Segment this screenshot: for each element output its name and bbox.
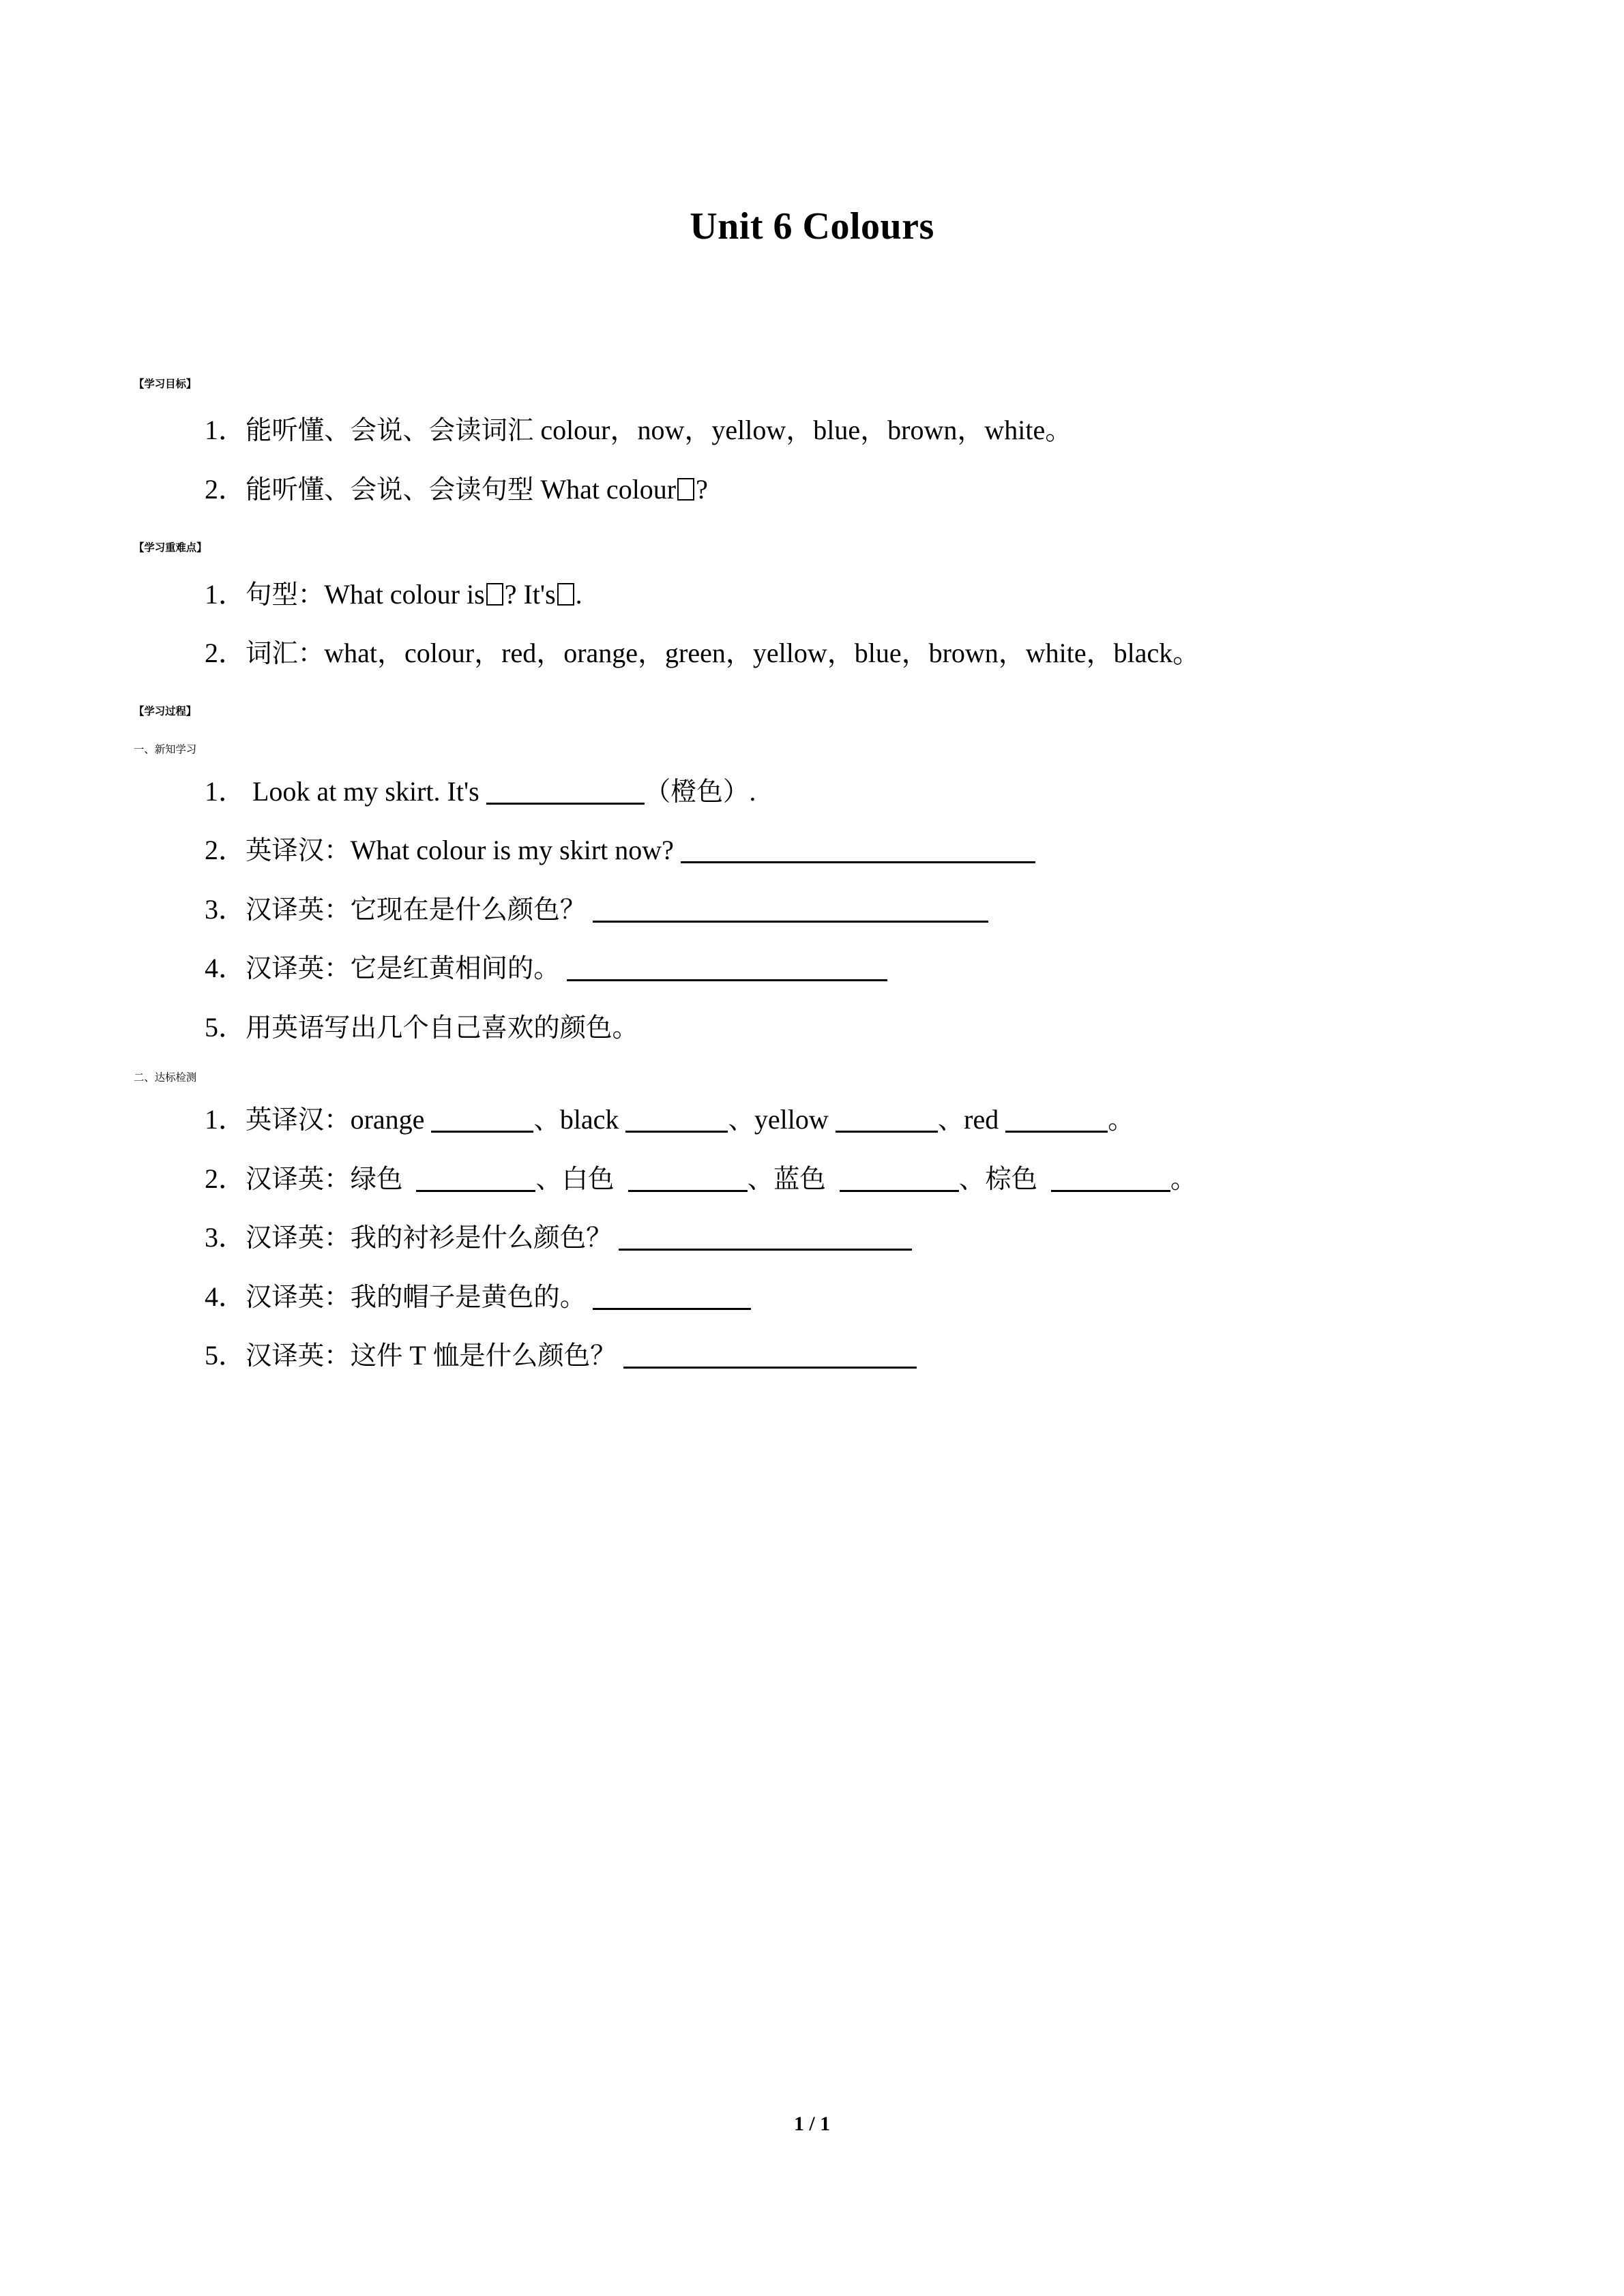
- item-number: 1．: [205, 578, 246, 610]
- item-text-latin: T: [409, 1340, 426, 1371]
- spacer: [134, 717, 1491, 745]
- answer-blank[interactable]: [486, 785, 645, 805]
- answer-blank[interactable]: [1005, 1113, 1108, 1133]
- spacer: [134, 503, 1491, 543]
- item-number: 2．: [205, 1163, 246, 1194]
- item-number: 1．: [205, 415, 246, 446]
- item-text-cjk: 汉译英：我的帽子是黄色的。: [246, 1281, 587, 1313]
- spacer: [134, 983, 1491, 1014]
- item-label-cjk: 词汇：: [246, 638, 325, 669]
- answer-blank[interactable]: [431, 1113, 533, 1133]
- objective-item-2: [134, 473, 1491, 505]
- assessment-item-3: [134, 1222, 1491, 1254]
- item-number: 4．: [205, 953, 246, 984]
- item-text-cjk: 汉译英：我的衬衫是什么颜色？: [246, 1223, 612, 1254]
- spacer: [134, 445, 1491, 476]
- item-number: 2．: [205, 835, 246, 866]
- item-text-cjk: 能听懂、会说、会读句型: [246, 474, 534, 505]
- item-number: 2．: [205, 473, 246, 505]
- item-hint-cjk: （橙色）: [644, 777, 750, 808]
- separator: 、: [535, 1163, 562, 1195]
- item-text-cjk: 能听懂、会说、会读词汇: [246, 415, 534, 447]
- spacer: [134, 608, 1491, 640]
- item-text-latin: colour，now，yellow，blue，brown，white。: [540, 415, 1073, 446]
- item-text-latin-end: ?: [696, 473, 708, 505]
- item-text-latin: What colour: [540, 473, 677, 505]
- item-text-latin: what，colour，red，orange，green，yellow，blue，brown，white，black。: [324, 637, 1200, 668]
- spacer: [134, 1041, 1491, 1073]
- item-number: 3．: [205, 1222, 246, 1253]
- word-black: black: [559, 1104, 619, 1135]
- spacer: [134, 865, 1491, 896]
- item-text-latin-1: What colour is: [324, 578, 485, 610]
- word-orange: orange: [350, 1104, 425, 1135]
- spacer: [134, 1134, 1491, 1165]
- item-number: 1．: [205, 776, 246, 807]
- word-green: 绿色: [350, 1163, 403, 1195]
- item-text-latin-3: .: [575, 578, 582, 610]
- missing-glyph-box-icon: [677, 478, 694, 501]
- item-number: 5．: [205, 1340, 246, 1371]
- objective-item-1: [134, 415, 1491, 447]
- item-label-cjk: 英译汉：: [246, 835, 351, 867]
- item-label-cjk: 英译汉：: [246, 1105, 351, 1136]
- assessment-item-1: [134, 1104, 1491, 1136]
- answer-blank[interactable]: [416, 1172, 535, 1192]
- item-end: 。: [1170, 1163, 1197, 1195]
- section-heading-process: 【学习过程】: [134, 705, 197, 718]
- subsection-heading-new-knowledge: 一、新知学习: [134, 743, 197, 756]
- new-knowledge-item-2: [134, 835, 1491, 867]
- answer-blank[interactable]: [619, 1231, 912, 1251]
- section-heading-objectives: 【学习目标】: [134, 378, 197, 390]
- item-text-end: .: [749, 776, 756, 807]
- separator: 、: [533, 1105, 560, 1136]
- separator: 、: [958, 1163, 986, 1195]
- assessment-item-2: [134, 1165, 1491, 1193]
- footer-page-number: 1 / 1: [793, 2113, 831, 2135]
- answer-blank[interactable]: [1051, 1172, 1170, 1192]
- item-number: 5．: [205, 1011, 246, 1043]
- item-number: 1．: [205, 1104, 246, 1135]
- word-white: 白色: [561, 1163, 615, 1195]
- spacer: [134, 389, 1491, 417]
- separator: 、: [937, 1105, 964, 1136]
- spacer: [134, 554, 1491, 581]
- key-point-item-1: [134, 578, 1491, 610]
- item-number: 2．: [205, 637, 246, 668]
- spacer: [134, 1252, 1491, 1283]
- item-number: 3．: [205, 893, 246, 925]
- spacer: [134, 1311, 1491, 1342]
- answer-blank[interactable]: [836, 1113, 938, 1133]
- item-text-cjk: 汉译英：它现在是什么颜色？: [246, 894, 587, 925]
- item-text-latin: Look at my skirt. It's: [252, 776, 479, 807]
- key-point-item-2: [134, 637, 1491, 669]
- assessment-item-5: [134, 1340, 1491, 1372]
- word-yellow: yellow: [754, 1104, 829, 1135]
- new-knowledge-item-5: [134, 1011, 1491, 1043]
- item-end: 。: [1108, 1105, 1134, 1136]
- spacer: [134, 1083, 1491, 1106]
- section-heading-key-points: 【学习重难点】: [134, 541, 207, 554]
- answer-blank[interactable]: [628, 1172, 748, 1192]
- spacer: [134, 1193, 1491, 1224]
- answer-blank[interactable]: [593, 903, 988, 923]
- answer-blank[interactable]: [681, 844, 1035, 863]
- new-knowledge-item-3: [134, 893, 1491, 925]
- item-text-latin: What colour is my skirt now?: [350, 835, 674, 866]
- item-text-cjk: 汉译英：这件: [246, 1341, 403, 1372]
- answer-blank[interactable]: [840, 1172, 959, 1192]
- word-blue: 蓝色: [773, 1163, 826, 1195]
- item-number: 4．: [205, 1281, 246, 1312]
- separator: 、: [728, 1105, 754, 1136]
- missing-glyph-box-icon: [486, 583, 503, 606]
- spacer: [134, 923, 1491, 955]
- item-text-cjk-tail: 恤是什么颜色？: [432, 1341, 617, 1372]
- answer-blank[interactable]: [625, 1113, 728, 1133]
- word-brown: 棕色: [985, 1163, 1037, 1195]
- answer-blank[interactable]: [593, 1290, 751, 1310]
- item-text-latin-2: ? It's: [504, 578, 556, 610]
- answer-blank[interactable]: [567, 961, 887, 981]
- separator: 、: [747, 1163, 773, 1195]
- item-text-cjk: 用英语写出几个自己喜欢的颜色。: [246, 1012, 638, 1043]
- assessment-item-4: [134, 1283, 1491, 1311]
- spacer: [134, 667, 1491, 706]
- subsection-heading-assessment: 二、达标检测: [134, 1071, 197, 1084]
- item-label-cjk: 汉译英：: [246, 1163, 351, 1195]
- item-label-cjk: 句型：: [246, 579, 325, 610]
- new-knowledge-item-1: [134, 776, 1491, 808]
- new-knowledge-item-4: [134, 953, 1491, 985]
- document-body: [134, 378, 1491, 1372]
- page-title: Unit 6 Colours: [690, 205, 934, 248]
- item-text-cjk: 汉译英：它是红黄相间的。: [246, 953, 560, 985]
- spacer: [134, 805, 1491, 837]
- missing-glyph-box-icon: [557, 583, 574, 606]
- spacer: [134, 755, 1491, 778]
- word-red: red: [964, 1104, 999, 1135]
- answer-blank[interactable]: [623, 1349, 917, 1369]
